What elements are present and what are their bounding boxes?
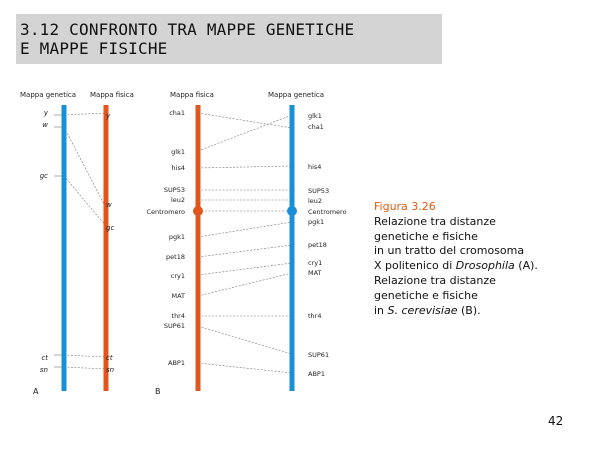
panel-a-genetic-label-y: y <box>43 109 48 117</box>
panel-b-physical-label-sup53: SUP53 <box>163 186 185 194</box>
panel-a-tick-marks <box>54 115 62 367</box>
panel-a-physical-label-w: w <box>106 201 112 209</box>
panel-b-connector-lines <box>198 113 292 373</box>
caption-line-2: genetiche e fisiche <box>374 229 478 243</box>
panel-b-physical-label-pet18: pet18 <box>166 253 185 261</box>
caption-line-4-pre: X politenico di <box>374 259 456 273</box>
panel-b-physical-label-thr4: thr4 <box>171 312 185 320</box>
panel-b-genetic-label-abp1: ABP1 <box>308 370 325 378</box>
caption-line-5: Relazione tra distanze <box>374 273 496 287</box>
page-number: 42 <box>548 414 564 428</box>
panel-b-physical-label-sup61: SUP61 <box>163 322 185 330</box>
panel-b-genetic-label-mat: MAT <box>308 269 322 277</box>
panel-b-label: B <box>155 387 161 396</box>
panel-b-physical-label-his4: his4 <box>171 164 185 172</box>
panel-a-label: A <box>33 387 39 396</box>
panel-b-physical-centromere <box>193 206 203 216</box>
panel-a-genetic-label-ct: ct <box>41 354 48 362</box>
panel-a-physical-label-ct: ct <box>106 354 113 362</box>
panel-b-genetic-label-cry1: cry1 <box>308 259 323 267</box>
panel-b-genetic-label-thr4: thr4 <box>308 312 322 320</box>
panel-a-physical-label-sn: sn <box>106 366 115 374</box>
panel-a-genetic-label-sn: sn <box>39 366 48 374</box>
slide-title-box <box>16 14 442 64</box>
panel-b-genetic-label-sup61: SUP61 <box>308 351 330 359</box>
panel-b-genetic-map-bar <box>290 105 295 391</box>
figure-number: Figura 3.26 <box>374 200 436 213</box>
panel-a-physical-label-y: y <box>106 112 111 120</box>
panel-b-physical-header: Mappa fisica <box>170 91 214 99</box>
panel-a-physical-label-gc: gc <box>106 224 115 232</box>
caption-line-4 <box>374 259 584 274</box>
panel-b-physical-label-centromero: Centromero <box>146 208 185 216</box>
panel-b-physical-label-pgk1: pgk1 <box>168 233 185 241</box>
caption-species-cerevisiae: S. cerevisiae <box>387 303 458 317</box>
connector-gc <box>64 176 106 226</box>
panel-b-physical-label-abp1: ABP1 <box>168 359 185 367</box>
panel-a-genetic-map-bar <box>62 105 67 391</box>
panel-b-genetic-label-leu2: leu2 <box>308 197 323 205</box>
panel-b-genetic-label-cha1: cha1 <box>308 123 324 131</box>
caption-line-4-post: (A). <box>514 259 538 273</box>
caption-line-1: Relazione tra distanze <box>374 214 496 228</box>
slide-title-line-2: E MAPPE FISICHE <box>20 39 168 58</box>
panel-a-genetic-header: Mappa genetica <box>20 91 77 99</box>
caption-species-drosophila: Drosophila <box>455 259 515 273</box>
map-comparison-figure <box>0 80 370 410</box>
panel-b-genetic-centromere <box>287 206 297 216</box>
panel-a-connector-lines <box>64 113 106 369</box>
connector-sn <box>64 367 106 369</box>
panel-a-genetic-label-gc: gc <box>39 172 48 180</box>
panel-a-physical-header: Mappa fisica <box>90 91 134 99</box>
panel-b-genetic-label-pet18: pet18 <box>308 241 327 249</box>
panel-b-physical-label-mat: MAT <box>171 292 185 300</box>
panel-b-physical-label-cry1: cry1 <box>170 272 185 280</box>
slide-title-line-1: 3.12 CONFRONTO TRA MAPPE GENETICHE <box>20 20 355 39</box>
caption-line-6: genetiche e fisiche <box>374 288 478 302</box>
panel-b-genetic-label-glk1: glk1 <box>308 112 322 120</box>
caption-line-7 <box>374 304 584 319</box>
panel-b-genetic-label-sup53: SUP53 <box>308 187 330 195</box>
connector-w <box>64 127 106 208</box>
panel-b-genetic-label-centromero: Centromero <box>308 208 347 216</box>
panel-b-physical-label-cha1: cha1 <box>169 109 185 117</box>
connector-ct <box>64 355 106 357</box>
panel-b-genetic-header: Mappa genetica <box>268 91 325 99</box>
figure-caption <box>374 200 584 318</box>
panel-b-physical-map-bar <box>196 105 201 391</box>
caption-line-7-pre: in <box>374 303 388 317</box>
panel-a-genetic-label-w: w <box>42 121 48 129</box>
panel-b-genetic-label-pgk1: pgk1 <box>308 218 325 226</box>
caption-line-7-post: (B). <box>457 303 481 317</box>
panel-a-physical-map-bar <box>104 105 109 391</box>
panel-b-physical-label-glk1: glk1 <box>171 148 185 156</box>
connector-y <box>64 113 106 115</box>
panel-b-genetic-label-his4: his4 <box>308 163 322 171</box>
panel-b-physical-label-leu2: leu2 <box>170 196 185 204</box>
caption-line-3: in un tratto del cromosoma <box>374 244 525 258</box>
